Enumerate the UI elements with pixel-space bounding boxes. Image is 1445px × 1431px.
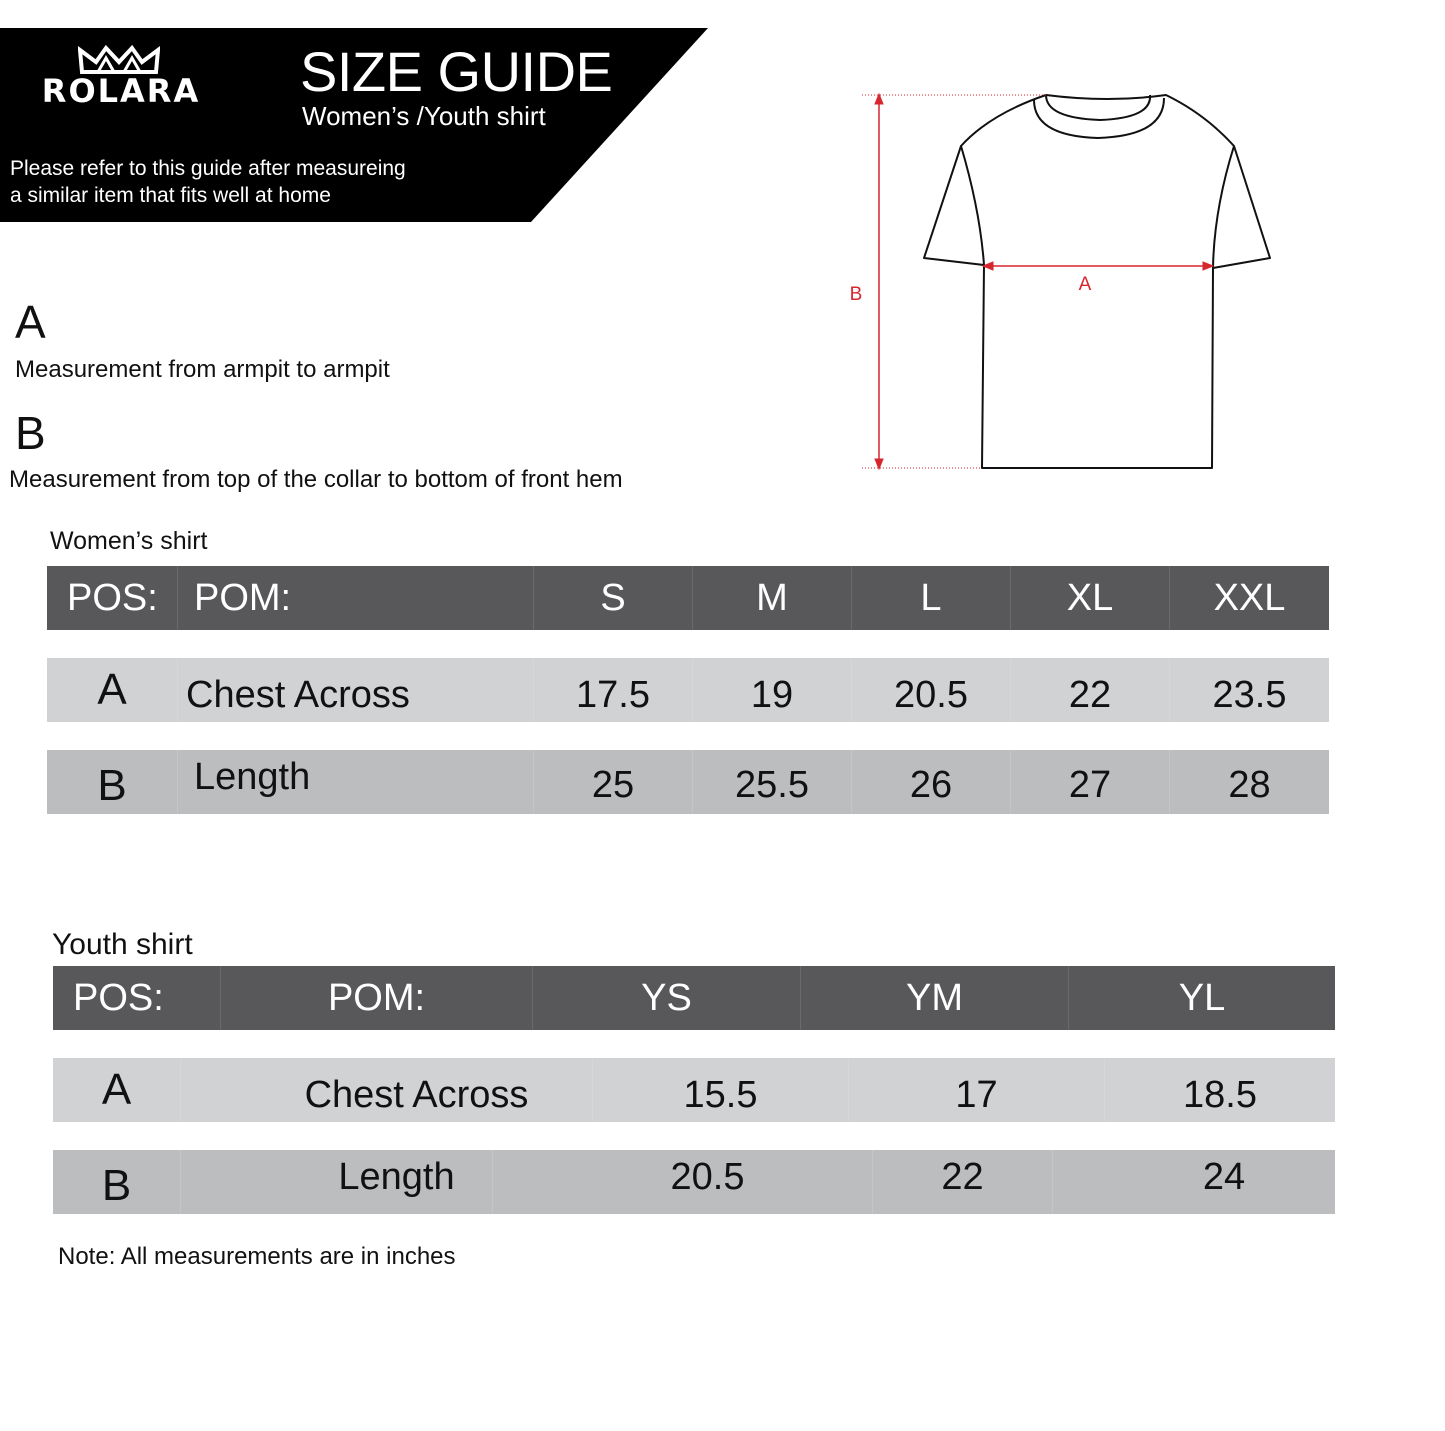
header-size-ym: YM [801, 966, 1069, 1030]
page-subtitle: Women’s /Youth shirt [302, 101, 546, 131]
row-value: 28 [1228, 763, 1271, 806]
diagram-label-a: A [1078, 274, 1092, 295]
youth-table-caption: Youth shirt [52, 928, 193, 961]
womens-table-caption: Women’s shirt [50, 527, 208, 555]
row-value: 18.5 [1183, 1073, 1257, 1116]
row-value: 17.5 [534, 658, 693, 722]
header-size-l: L [852, 566, 1011, 630]
brand-logo: ROLARA [41, 72, 201, 110]
youth-row-b [53, 1150, 1335, 1214]
header-size-xxl: XXL [1213, 576, 1286, 619]
row-pos: B [47, 750, 178, 814]
row-value: 26 [852, 750, 1011, 814]
header-size-s: S [534, 566, 693, 630]
guide-instruction [10, 155, 530, 209]
row-value: 20.5 [852, 658, 1011, 722]
page-title: SIZE GUIDE [300, 40, 613, 103]
row-value: 15.5 [593, 1058, 849, 1122]
definition-b-letter: B [15, 407, 46, 459]
womens-row-a [47, 658, 1329, 722]
instruction-line-2: a similar item that fits well at home [10, 184, 331, 207]
instruction-line-1: Please refer to this guide after measureing [10, 157, 406, 180]
youth-header-row [53, 966, 1335, 1030]
womens-row-b [47, 750, 1329, 814]
diagram-label-b: B [849, 284, 863, 305]
womens-header-row [47, 566, 1329, 630]
row-pom: Chest Across [178, 658, 534, 722]
row-pos: B [53, 1150, 181, 1214]
definition-b-text: Measurement from top of the collar to bottom of front hem [9, 466, 623, 493]
crown-icon [78, 44, 160, 74]
row-pom: Length [181, 1150, 493, 1214]
row-pom: Length [178, 750, 534, 814]
definition-a-letter: A [15, 296, 46, 348]
row-value: 17 [849, 1058, 1105, 1122]
header-pos: POS: [47, 566, 178, 630]
header-size-m: M [693, 566, 852, 630]
definition-a-text: Measurement from armpit to armpit [15, 356, 390, 383]
row-value: 27 [1011, 750, 1170, 814]
header-size-xl: XL [1011, 566, 1170, 630]
header-pos: POS: [53, 966, 221, 1030]
row-pom: Chest Across [181, 1058, 593, 1122]
row-value: 22 [1011, 658, 1170, 722]
row-value: 24 [1202, 1155, 1246, 1198]
header-pom: POM: [221, 966, 533, 1030]
row-value: 20.5 [493, 1150, 873, 1214]
row-pos: A [53, 1058, 181, 1122]
tshirt-diagram [840, 85, 1290, 485]
header-size-ys: YS [533, 966, 801, 1030]
header-size-yl: YL [1178, 976, 1226, 1019]
measurement-note: Note: All measurements are in inches [58, 1243, 456, 1270]
row-value: 22 [873, 1150, 1053, 1214]
row-value: 25 [534, 750, 693, 814]
header-pom: POM: [178, 566, 534, 630]
tshirt-icon [924, 95, 1270, 468]
youth-row-a [53, 1058, 1335, 1122]
row-value: 25.5 [693, 750, 852, 814]
row-value: 23.5 [1212, 673, 1287, 716]
row-value: 19 [693, 658, 852, 722]
row-pos: A [47, 658, 178, 722]
